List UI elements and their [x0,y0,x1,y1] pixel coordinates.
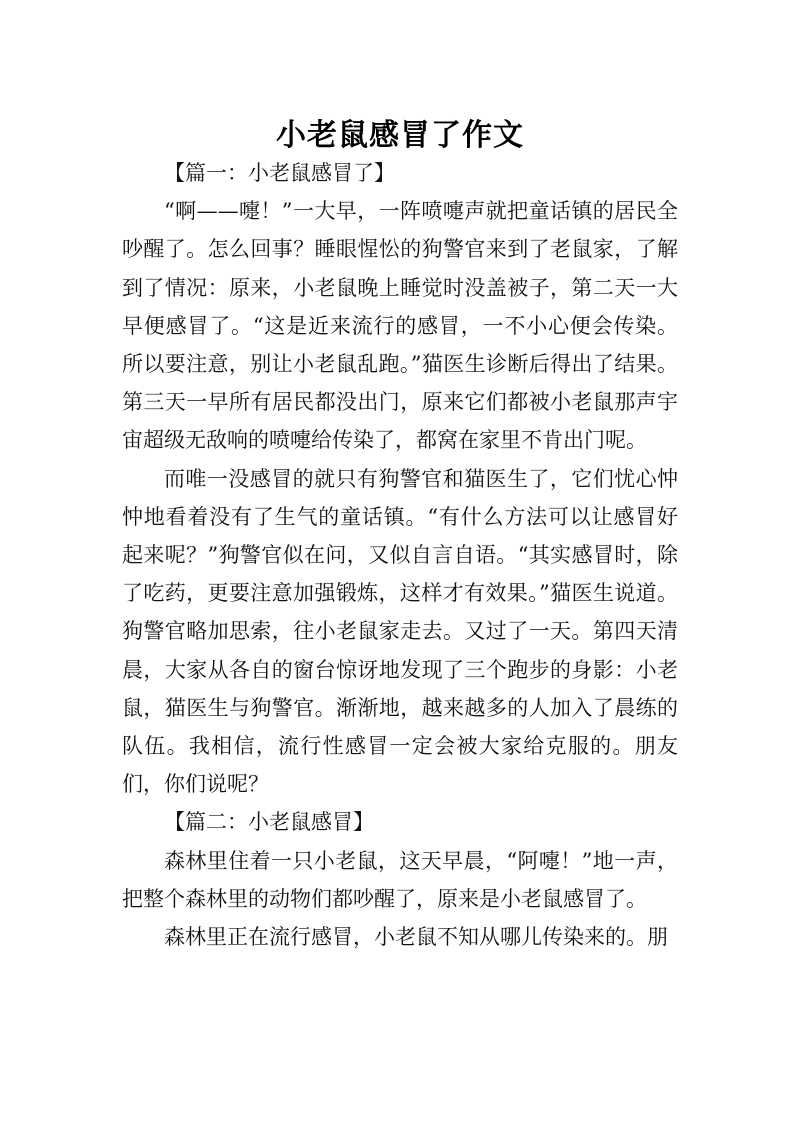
section-heading-2: 【篇二：小老鼠感冒】 [164,810,374,835]
paragraph-2: 而唯一没感冒的就只有狗警官和猫医生了，它们忧心忡忡地看着没有了生气的童话镇。“有什么方法可以让感冒好起来呢？”狗警官似在问，又似自言自语。“其实感冒时，除了吃药，更要注意加强锻炼，这样才有效果。”猫医生说道。狗警官略加思索，往小老鼠家走去。又过了一天。第四天清晨，大家从各自的窗台惊讶地发现了三个跑步的身影：小老鼠，猫医生与狗警官。渐渐地，越来越多的人加入了晨练的队伍。我相信，流行性感冒一定会被大家给克服的。朋友们，你们说呢？ [122,466,678,797]
document-title: 小老鼠感冒了作文 [276,118,524,154]
paragraph-4: 森林里正在流行感冒，小老鼠不知从哪儿传染来的。朋 [164,925,668,950]
section-heading-1: 【篇一：小老鼠感冒了】 [164,161,395,185]
document-body [122,154,678,956]
paragraph-1: “啊——嚏！”一大早，一阵喷嚏声就把童话镇的居民全吵醒了。怎么回事？睡眼惺忪的狗警官来到了老鼠家，了解到了情况：原来，小老鼠晚上睡觉时没盖被子，第二天一大早便感冒了。“这是近来流行的感冒，一不小心便会传染。所以要注意，别让小老鼠乱跑。”猫医生诊断后得出了结果。第三天一早所有居民都没出门，原来它们都被小老鼠那声宇宙超级无敌响的喷嚏给传染了，都窝在家里不肯出门呢。 [122,199,678,453]
paragraph-3: 森林里住着一只小老鼠，这天早晨，“阿嚏！”地一声，把整个森林里的动物们都吵醒了，原来是小老鼠感冒了。 [122,848,678,911]
